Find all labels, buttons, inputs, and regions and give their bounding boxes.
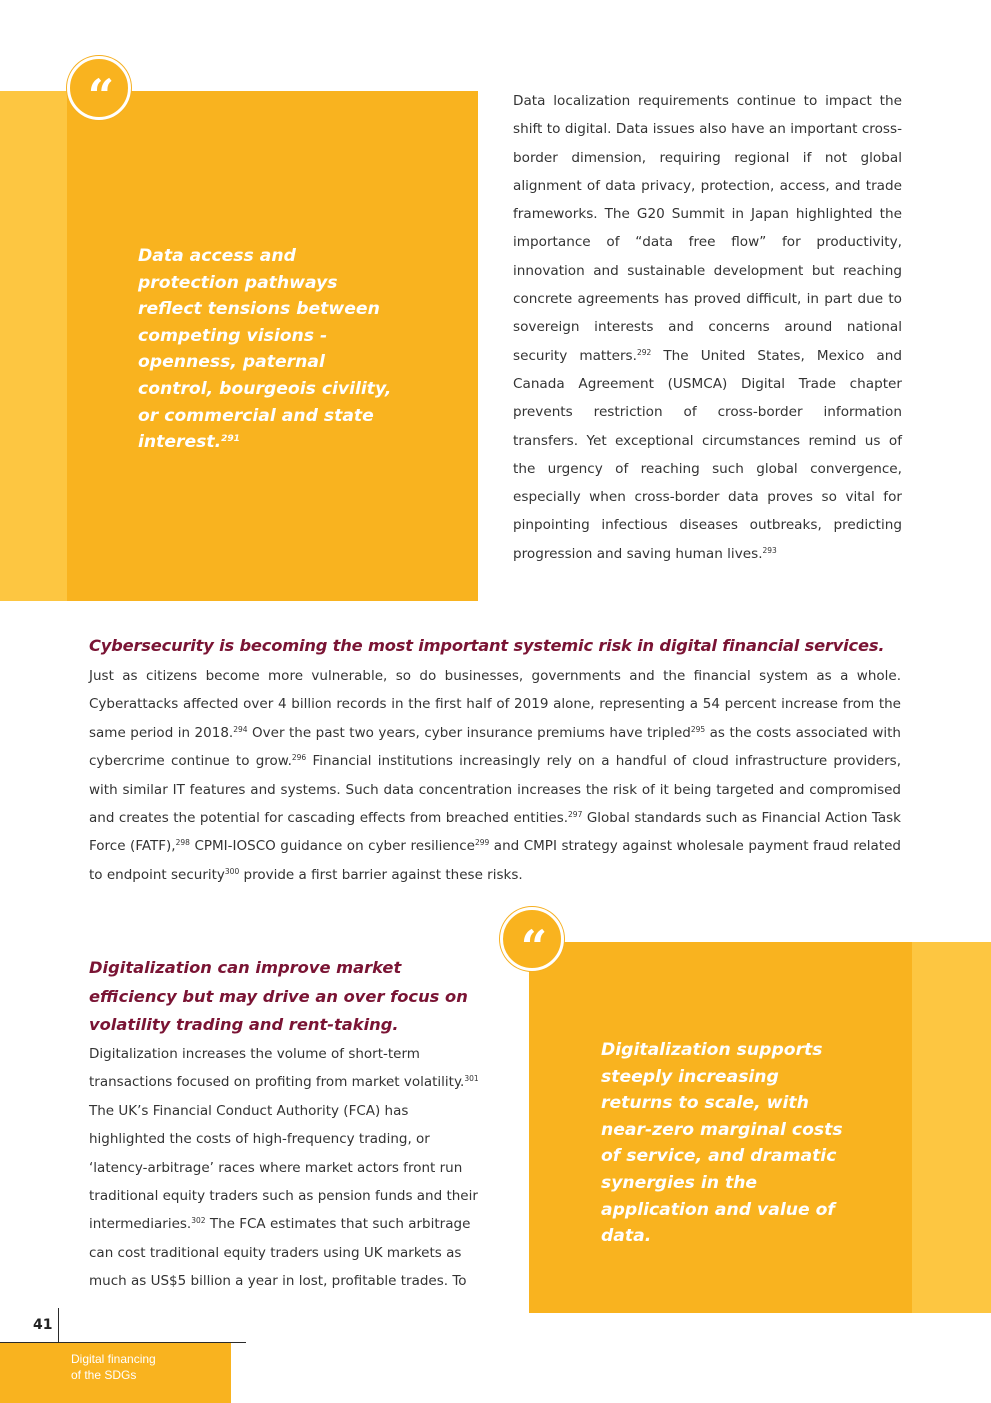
- decorative-stripe-left: [0, 91, 67, 601]
- footnote-ref: 292: [636, 347, 652, 357]
- footer-line: Digital financing: [71, 1352, 156, 1366]
- paragraph-text: as the costs associated with cybercrime continue to grow.: [89, 724, 901, 770]
- paragraph-text: and CMPI strategy against wholesale payment fraud related to endpoint security: [89, 838, 901, 883]
- pull-quote-top: [138, 243, 394, 456]
- quote-mark-icon: “: [67, 56, 131, 120]
- footnote-ref: 293: [762, 545, 777, 555]
- footnote-ref: 299: [474, 838, 490, 848]
- cybersecurity-paragraph: [89, 662, 901, 889]
- pull-quote-bottom: Digitalization supports steeply increasing returns to scale, with near-zero marginal costs of service, and dramatic synergies in the application and value of data.: [601, 1040, 843, 1247]
- footnote-ref: 295: [690, 724, 706, 734]
- paragraph-text: Over the past two years, cyber insurance premiums have tripled: [247, 724, 691, 741]
- footnote-ref: 296: [291, 753, 307, 763]
- paragraph-text: The FCA estimates that such arbitrage can cost traditional equity traders using UK markets as much as US$5 billion a year in lost, profitable trades. To: [89, 1216, 471, 1290]
- paragraph-text: Financial institutions increasingly rely on a handful of cloud infrastructure providers, with similar IT features and systems. Such data concentration increases the risk of it being targeted and compromised and creates the potential for cascading effects from breached entities.: [89, 753, 901, 827]
- digitalization-paragraph: [89, 1040, 481, 1296]
- footer-line: of the SDGs: [71, 1368, 137, 1382]
- data-localization-paragraph: [513, 87, 902, 568]
- footnote-ref: 297: [568, 810, 583, 820]
- paragraph-text: Data localization requirements continue to impact the shift to digital. Data issues also have an important cross-border dimension, requiring regional if not global alignment of data privacy, protection, access, and trade frameworks. The G20 Summit in Japan highlighted the importance of “data free flow” for productivity, innovation and sustainable development but reaching concrete agreements has proved difficult, in part due to sovereign interests and concerns around national security matters.: [513, 93, 902, 364]
- footnote-ref: 298: [175, 838, 190, 848]
- paragraph-text: Global standards such as Financial Action Task Force (FATF),: [89, 810, 901, 855]
- footnote-ref: 294: [233, 724, 248, 734]
- paragraph-text: CPMI-IOSCO guidance on cyber resilience: [189, 838, 475, 855]
- quote-mark-icon: “: [500, 907, 564, 971]
- paragraph-text: The UK’s Financial Conduct Authority (FCA) has highlighted the costs of high-frequency trading, or ‘latency-arbitrage’ races where market actors front run traditional equity traders such as pension funds and their intermediaries.: [89, 1102, 478, 1233]
- footnote-ref: 300: [224, 866, 240, 876]
- footer-publication-title: [71, 1351, 221, 1383]
- digitalization-heading: Digitalization can improve market efficiency but may drive an over focus on volatility trading and rent-taking.: [89, 958, 468, 1035]
- paragraph-text: Digitalization increases the volume of short-term transactions focused on profiting from market volatility.: [89, 1046, 465, 1091]
- footnote-ref: 291: [221, 434, 240, 445]
- paragraph-text: The United States, Mexico and Canada Agreement (USMCA) Digital Trade chapter prevents restriction of cross-border information transfers. Yet exceptional circumstances remind us of the urgency of reaching such global convergence, especially when cross-border data proves so vital for pinpointing infectious diseases outbreaks, predicting progression and saving human lives.: [513, 347, 902, 562]
- pull-quote-top-text: Data access and protection pathways reflect tensions between competing visions - openness, paternal control, bourgeois civility, or commercial and state interest.: [138, 246, 392, 453]
- paragraph-text: Just as citizens become more vulnerable, so do businesses, governments and the financial system as a whole. Cyberattacks affected over 4 billion records in the first half of 2019 alone, representing a 54 percent increase from the same period in 2018.: [89, 668, 901, 741]
- paragraph-text: provide a first barrier against these risks.: [239, 866, 523, 883]
- cybersecurity-heading: Cybersecurity is becoming the most important systemic risk in digital financial services.: [89, 636, 885, 655]
- footnote-ref: 302: [191, 1216, 206, 1226]
- decorative-stripe-right: [912, 942, 991, 1313]
- footnote-ref: 301: [464, 1074, 479, 1084]
- page-number: 41: [33, 1317, 53, 1333]
